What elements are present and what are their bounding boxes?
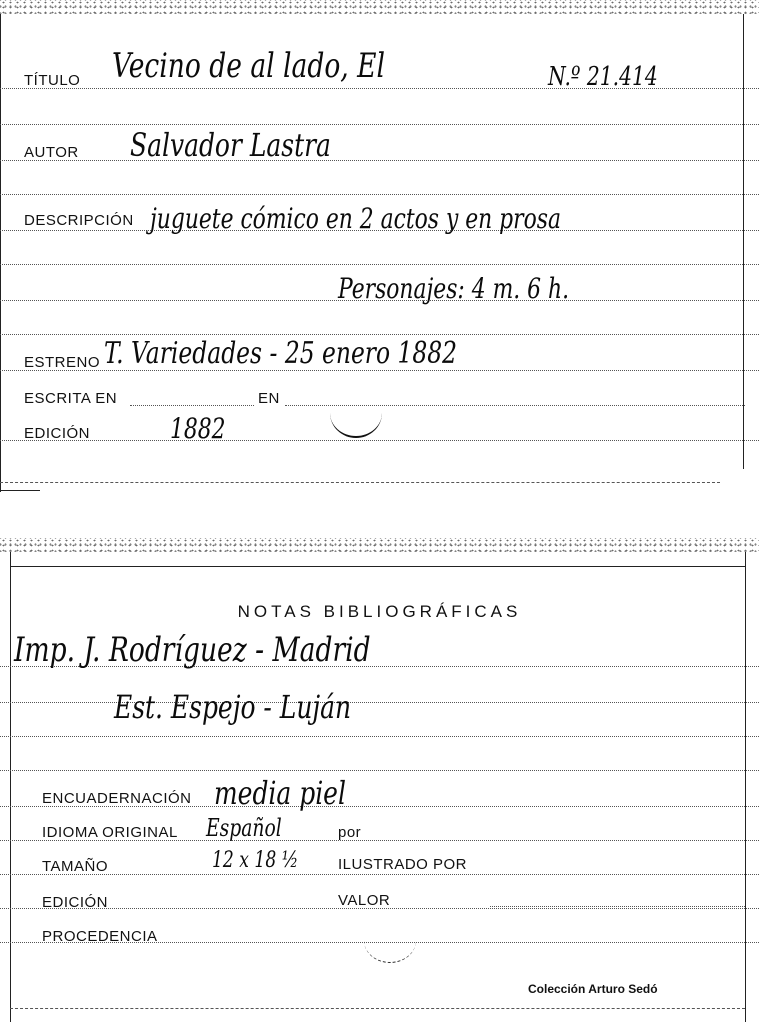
descripcion-label: DESCRIPCIÓN [24, 212, 134, 229]
autor-value: Salvador Lastra [130, 126, 331, 164]
encuadernacion-value: media piel [214, 774, 346, 812]
titulo-value: Vecino de al lado, El [112, 46, 385, 86]
card-right-border [743, 14, 744, 469]
notas-line-2: Est. Espejo - Luján [114, 688, 352, 726]
edicion-value: 1882 [170, 412, 226, 445]
ilustrado-label: ILUSTRADO POR [338, 856, 468, 873]
ruled-line [0, 874, 759, 875]
edicion-label: EDICIÓN [42, 894, 109, 911]
ruled-line [130, 405, 254, 406]
en-label: EN [258, 390, 280, 407]
idioma-label: IDIOMA ORIGINAL [42, 824, 178, 841]
ruled-line [0, 264, 759, 265]
notas-line-1: Imp. J. Rodríguez - Madrid [14, 630, 371, 670]
encuadernacion-label: ENCUADERNACIÓN [42, 790, 192, 807]
estreno-value: T. Variedades - 25 enero 1882 [104, 336, 458, 371]
catalog-card-back [0, 538, 759, 1028]
card-top-border [10, 566, 745, 567]
catalog-number: N.º 21.414 [548, 62, 658, 92]
escrita-en-label: ESCRITA EN [24, 390, 118, 407]
procedencia-label: PROCEDENCIA [42, 928, 158, 945]
idioma-value: Español [206, 814, 282, 842]
ruled-line [0, 334, 759, 335]
ruled-line [0, 482, 720, 483]
personajes-value: Personajes: 4 m. 6 h. [338, 272, 570, 305]
tamano-value: 12 x 18 ½ [212, 848, 299, 873]
tamano-label: TAMAÑO [42, 858, 109, 875]
collection-footer: Colección Arturo Sedó [528, 982, 658, 996]
card-right-border [745, 552, 746, 1022]
titulo-label: TÍTULO [24, 72, 81, 89]
punch-hole [364, 918, 416, 963]
edicion-label: EDICIÓN [24, 425, 91, 442]
card-bottom-mark [0, 490, 40, 491]
estreno-label: ESTRENO [24, 354, 101, 371]
valor-label: VALOR [338, 892, 391, 909]
notas-heading: NOTAS BIBLIOGRÁFICAS [237, 602, 522, 621]
descripcion-value: juguete cómico en 2 actos y en prosa [150, 202, 561, 235]
ruled-line [0, 440, 759, 441]
ruled-line [0, 770, 759, 771]
por-label: por [338, 824, 362, 841]
punch-hole [330, 388, 382, 438]
ruled-line [0, 194, 759, 195]
ruled-line [0, 160, 759, 161]
card-top-edge [0, 0, 759, 14]
card-left-border [10, 552, 11, 1022]
autor-label: AUTOR [24, 144, 79, 161]
ruled-line [0, 124, 759, 125]
card-left-border [0, 14, 1, 492]
ruled-line [490, 906, 745, 907]
ruled-line [10, 1008, 745, 1009]
catalog-card-front [0, 0, 759, 500]
ruled-line [0, 736, 759, 737]
card-top-edge [0, 538, 759, 552]
